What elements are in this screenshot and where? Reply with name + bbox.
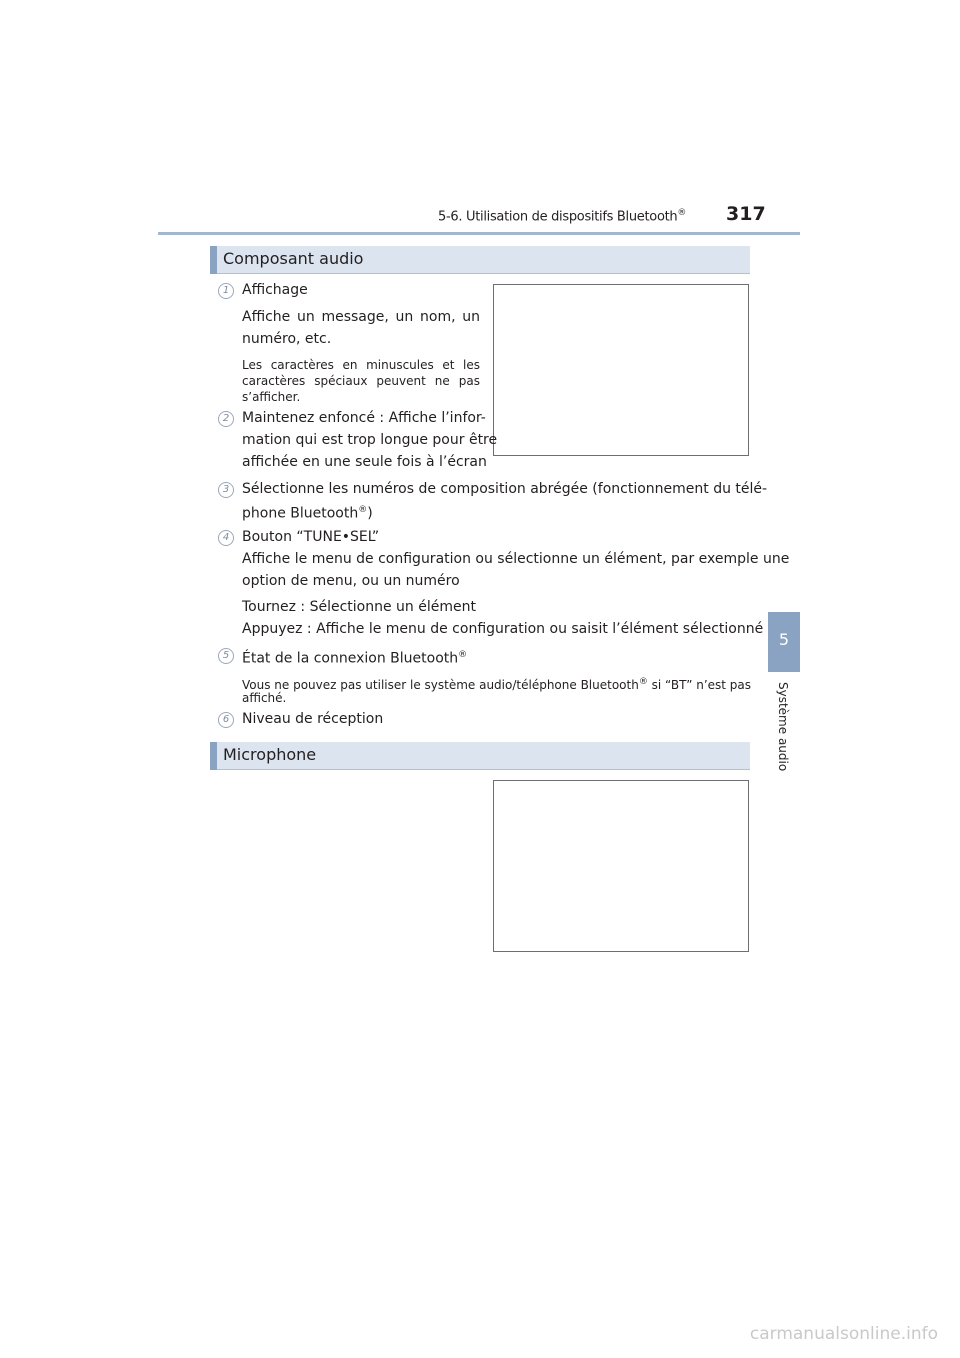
section-title: Microphone bbox=[223, 745, 317, 764]
microphone-illustration bbox=[493, 780, 749, 952]
callout-number: 5 bbox=[218, 648, 234, 664]
callout-number: 6 bbox=[218, 712, 234, 728]
item-text: option de menu, ou un numéro bbox=[242, 573, 460, 589]
callout-number: 2 bbox=[218, 411, 234, 427]
item-heading: Bouton “TUNE•SEL” bbox=[242, 529, 380, 545]
item-text: mation qui est trop longue pour être bbox=[242, 432, 498, 448]
watermark: carmanualsonline.info bbox=[749, 1324, 938, 1344]
section-title: Composant audio bbox=[223, 249, 364, 268]
item-note: caractères spéciaux peuvent ne pas bbox=[242, 374, 480, 388]
callout-number: 1 bbox=[218, 283, 234, 299]
item-text: affichée en une seule fois à l’écran bbox=[242, 454, 487, 470]
section-accent-bar bbox=[210, 246, 217, 274]
running-header: 5-6. Utilisation de dispositifs Bluetooth® bbox=[438, 208, 687, 225]
item-note: s’afficher. bbox=[242, 390, 301, 404]
chapter-tab[interactable]: 5 bbox=[768, 612, 800, 672]
section-heading-microphone bbox=[210, 742, 750, 770]
item-text: phone Bluetooth®) bbox=[242, 505, 373, 522]
item-heading: Maintenez enfoncé : Affiche l’infor- bbox=[242, 410, 486, 426]
item-note: Les caractères en minuscules et les bbox=[242, 358, 480, 372]
item-heading: Niveau de réception bbox=[242, 711, 384, 727]
item-heading: Affichage bbox=[242, 282, 308, 298]
callout-number: 3 bbox=[218, 482, 234, 498]
item-note: Vous ne pouvez pas utiliser le système audio/téléphone Bluetooth® si “BT” n’est pas bbox=[242, 677, 752, 692]
item-text: Affiche le menu de configuration ou sélectionne un élément, par exemple une bbox=[242, 551, 790, 567]
item-text: Tournez : Sélectionne un élément bbox=[242, 599, 476, 615]
section-heading-audio bbox=[210, 246, 750, 274]
item-text: Appuyez : Affiche le menu de configuration ou saisit l’élément sélectionné bbox=[242, 621, 764, 637]
item-heading: État de la connexion Bluetooth® bbox=[242, 650, 468, 667]
header-rule bbox=[158, 232, 800, 235]
chapter-tab-label: Système audio bbox=[776, 682, 790, 772]
item-text: numéro, etc. bbox=[242, 331, 332, 347]
audio-component-illustration bbox=[493, 284, 749, 456]
item-text: Affiche un message, un nom, un bbox=[242, 309, 480, 325]
item-note: affiché. bbox=[242, 691, 287, 705]
section-accent-bar bbox=[210, 742, 217, 770]
callout-number: 4 bbox=[218, 530, 234, 546]
item-heading: Sélectionne les numéros de composition abrégée (fonctionnement du télé- bbox=[242, 481, 768, 497]
page-number: 317 bbox=[726, 203, 766, 225]
